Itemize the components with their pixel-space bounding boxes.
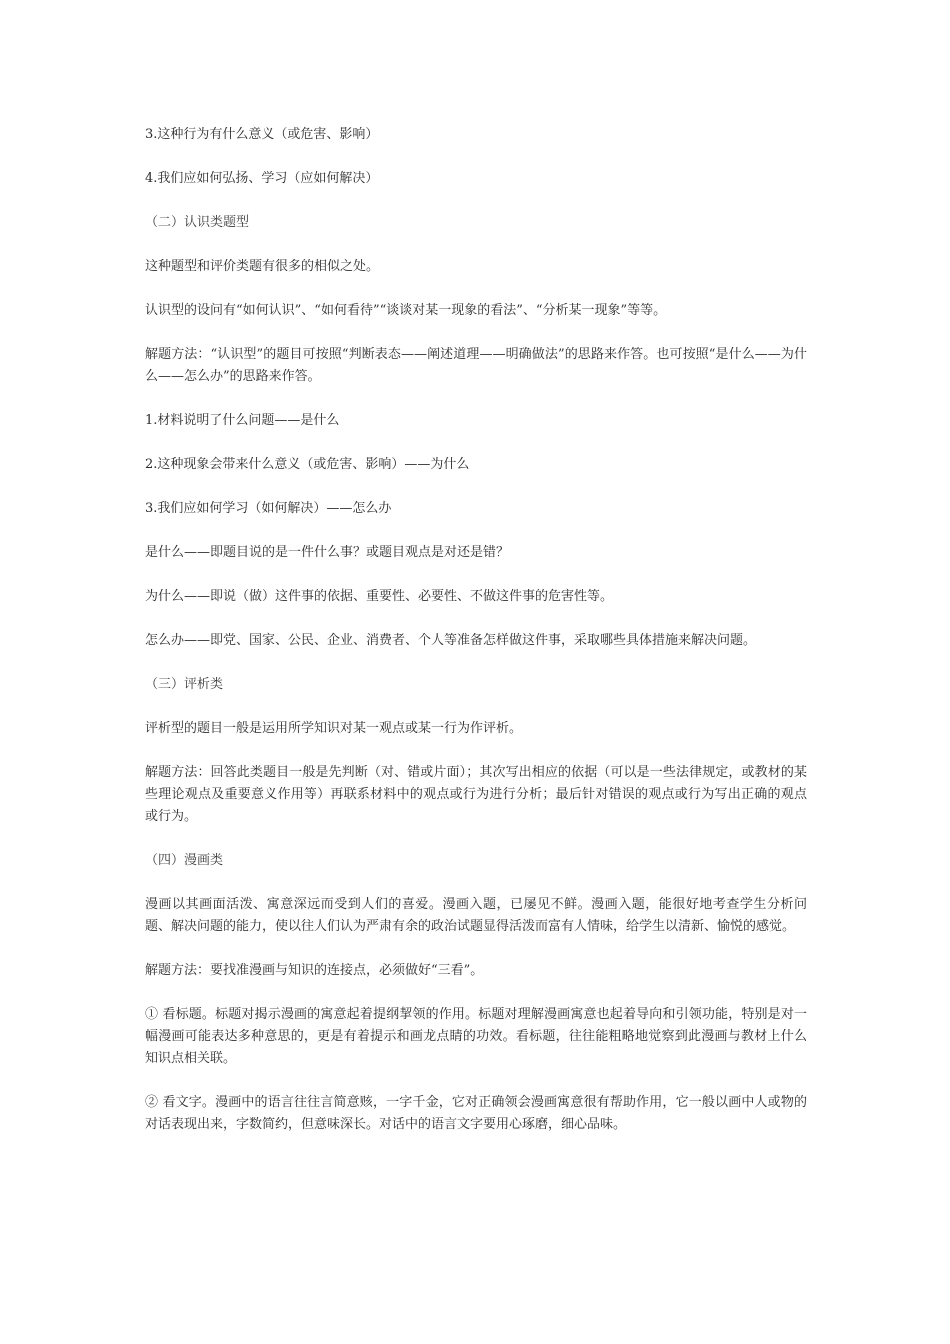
- paragraph-look-title: ① 看标题。标题对揭示漫画的寓意起着提纲挈领的作用。标题对理解漫画寓意也起着导向和引领功能，特别是对一幅漫画可能表达多种意思的，更是有着提示和画龙点睛的功效。看标题，往往能粗略地觉察到此漫画与教材上什么知识点相关联。: [145, 1007, 807, 1066]
- paragraph-cartoon-intro: 漫画以其画面活泼、寓意深远而受到人们的喜爱。漫画入题，已屡见不鲜。漫画入题，能很好地考查学生分析问题、解决问题的能力，使以往人们认为严肃有余的政治试题显得活泼而富有人情味，给学生以清新、愉悦的感觉。: [145, 897, 807, 934]
- paragraph-what-explained: 是什么——即题目说的是一件什么事？或题目观点是对还是错？: [145, 545, 510, 560]
- paragraph-method-cartoon: 解题方法：要找准漫画与知识的连接点，必须做好“三看”。: [145, 963, 484, 978]
- paragraph-question-forms: 认识型的设问有“如何认识”、“如何看待”“谈谈对某一现象的看法”、“分析某一现象”等等。: [145, 303, 667, 318]
- paragraph-how-explained: 怎么办——即党、国家、公民、企业、消费者、个人等准备怎样做这件事，采取哪些具体措施来解决问题。: [145, 633, 757, 648]
- paragraph-look-text: ② 看文字。漫画中的语言往往言简意赅，一字千金，它对正确领会漫画寓意很有帮助作用，它一般以画中人或物的对话表现出来，字数简约，但意味深长。对话中的语言文字要用心琢磨，细心品味。: [145, 1095, 807, 1132]
- section-heading-cartoon: （四）漫画类: [145, 853, 224, 868]
- paragraph-evaluation-intro: 评析型的题目一般是运用所学知识对某一观点或某一行为作评析。: [145, 721, 523, 736]
- paragraph-method-cognition: 解题方法：“认识型”的题目可按照“判断表态——阐述道理——明确做法”的思路来作答。也可按照“是什么——为什么——怎么办”的思路来作答。: [145, 347, 807, 384]
- list-item-1-what: 1.材料说明了什么问题——是什么: [145, 413, 340, 428]
- section-heading-cognition: （二）认识类题型: [145, 215, 250, 230]
- paragraph-method-evaluation: 解题方法：回答此类题目一般是先判断（对、错或片面）；其次写出相应的依据（可以是一些法律规定，或教材的某些理论观点及重要意义作用等）再联系材料中的观点或行为进行分析；最后针对错误的观点或行为写出正确的观点或行为。: [145, 765, 807, 824]
- section-heading-evaluation: （三）评析类: [145, 677, 224, 692]
- paragraph-why-explained: 为什么——即说（做）这件事的依据、重要性、必要性、不做这件事的危害性等。: [145, 589, 614, 604]
- paragraph-similarity: 这种题型和评价类题有很多的相似之处。: [145, 259, 380, 274]
- list-item-3-how: 3.我们应如何学习（如何解决）——怎么办: [145, 501, 392, 516]
- list-item-2-why: 2.这种现象会带来什么意义（或危害、影响）——为什么: [145, 457, 470, 472]
- document-body: [145, 124, 807, 1136]
- list-item-3-significance: 3.这种行为有什么意义（或危害、影响）: [145, 127, 379, 142]
- list-item-4-promote: 4.我们应如何弘扬、学习（应如何解决）: [145, 171, 379, 186]
